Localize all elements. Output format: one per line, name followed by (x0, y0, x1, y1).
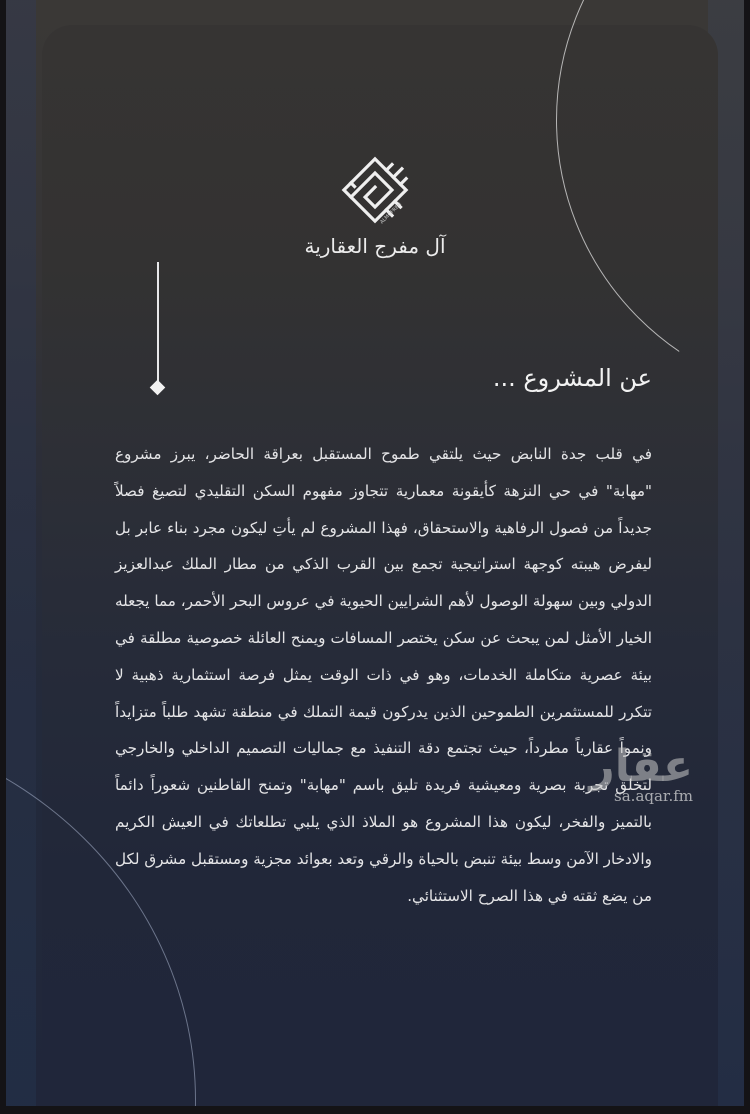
brand-name: آل مفرج العقارية (304, 234, 446, 258)
timeline-line (157, 262, 159, 384)
project-description: في قلب جدة النابض حيث يلتقي طموح المستقبل بعراقة الحاضر، يبرز مشروع "مهابة" في حي النزهة كأيقونة معمارية تتجاوز مفهوم السكن التقليدي لتصيغ فصلاً جديداً من فصول الرفاهية والاستحقاق، فهذا المشروع لم يأتِ ليكون مجرد بناء عابر بل ليفرض هيبته كوجهة استراتيجية تجمع بين القرب الذكي من مطار الملك عبدالعزيز الدولي وبين سهولة الوصول لأهم الشرايين الحيوية في عروس البحر الأحمر، مما يجعله الخيار الأمثل لمن يبحث عن سكن يختصر المسافات ويمنح العائلة خصوصية مطلقة في بيئة عصرية متكاملة الخدمات، وهو في ذات الوقت يمثل فرصة استثمارية ذهبية لا تتكرر للمستثمرين الطموحين الذين يدركون قيمة التملك في منطقة تشهد طلباً متزايداً ونمواً عقارياً مطرداً، حيث تجتمع دقة التنفيذ مع جماليات التصميم الداخلي والخارجي لتخلق تجربة بصرية ومعيشية فريدة تليق باسم "مهابة" وتمنح القاطنين شعوراً دائماً بالتميز والفخر، ليكون هذا المشروع هو الملاذ الذي يلبي تطلعاتك في العيش الكريم والادخار الآمن وسط بيئة تنبض بالحياة والرقي وتعد بعوائد مجزية ومستقبل مشرق لكل من يضع ثقته في هذا الصرح الاستثنائي. (115, 445, 652, 905)
watermark-url: sa.aqar.fm (614, 787, 693, 805)
watermark-logo-text: عقار (589, 741, 693, 792)
brand-logo (0, 150, 750, 258)
kufic-square-logo-icon (330, 150, 420, 230)
section-title: عن المشروع ... (492, 364, 652, 392)
bottom-bar (0, 1106, 750, 1114)
svg-text:ALMOFREH: ALMOFREH (379, 201, 404, 226)
